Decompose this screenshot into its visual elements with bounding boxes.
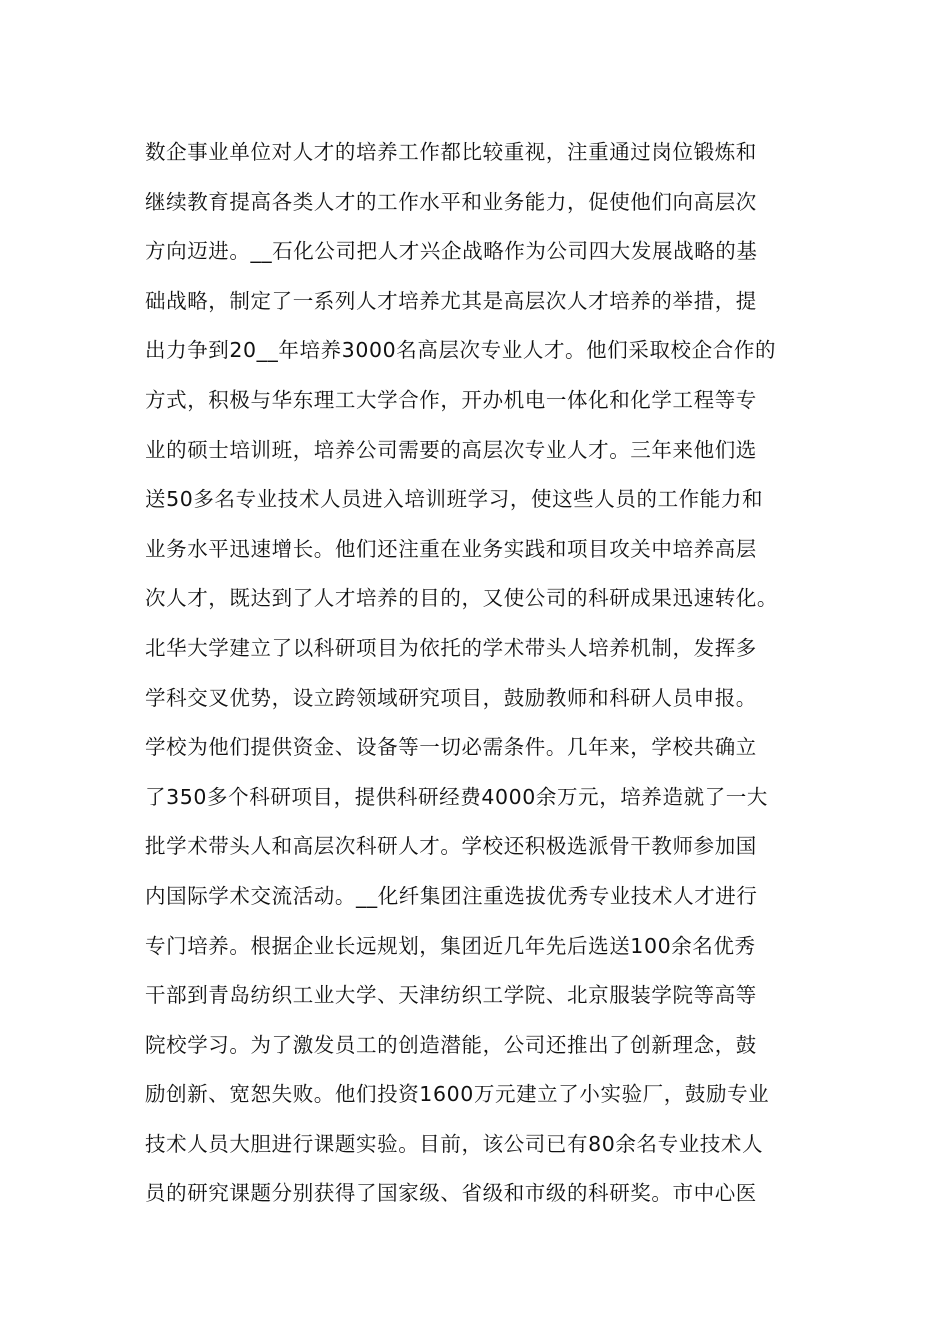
text-line: 院校学习。为了激发员工的创造潜能，公司还推出了创新理念，鼓 xyxy=(145,1032,757,1057)
text-line: 业务水平迅速增长。他们还注重在业务实践和项目攻关中培养高层 xyxy=(145,536,757,561)
text-line: 励创新、宽恕失败。他们投资1600万元建立了小实验厂，鼓励专业 xyxy=(145,1082,770,1107)
text-line: 批学术带头人和高层次科研人才。学校还积极选派骨干教师参加国 xyxy=(145,834,757,859)
text-line: 方向迈进。__石化公司把人才兴企战略作为公司四大发展战略的基 xyxy=(145,239,758,264)
text-line: 干部到青岛纺织工业大学、天津纺织工学院、北京服装学院等高等 xyxy=(145,983,757,1008)
text-line: 学校为他们提供资金、设备等一切必需条件。几年来，学校共确立 xyxy=(145,735,757,760)
text-line: 继续教育提高各类人才的工作水平和业务能力，促使他们向高层次 xyxy=(145,189,757,214)
text-line: 员的研究课题分别获得了国家级、省级和市级的科研奖。市中心医 xyxy=(145,1181,757,1206)
text-line: 数企事业单位对人才的培养工作都比较重视，注重通过岗位锻炼和 xyxy=(145,140,757,164)
text-line: 专门培养。根据企业长远规划，集团近几年先后选送100余名优秀 xyxy=(145,933,756,958)
text-line: 学科交叉优势，设立跨领域研究项目，鼓励教师和科研人员申报。 xyxy=(145,685,757,710)
text-line: 方式，积极与华东理工大学合作，开办机电一体化和化学工程等专 xyxy=(145,387,757,412)
text-line: 次人才，既达到了人才培养的目的，又使公司的科研成果迅速转化。 xyxy=(145,586,778,611)
body-text xyxy=(145,131,815,1222)
text-line: 业的硕士培训班，培养公司需要的高层次专业人才。三年来他们选 xyxy=(145,437,757,462)
text-line: 了350多个科研项目，提供科研经费4000余万元，培养造就了一大 xyxy=(145,784,768,809)
text-line: 出力争到20__年培养3000名高层次专业人才。他们采取校企合作的 xyxy=(145,338,777,363)
text-line: 础战略，制定了一系列人才培养尤其是高层次人才培养的举措，提 xyxy=(145,288,757,313)
text-line: 北华大学建立了以科研项目为依托的学术带头人培养机制，发挥多 xyxy=(145,635,757,660)
text-line: 内国际学术交流活动。__化纤集团注重选拔优秀专业技术人才进行 xyxy=(145,883,758,908)
text-line: 技术人员大胆进行课题实验。目前，该公司已有80余名专业技术人 xyxy=(145,1131,764,1156)
text-line: 送50多名专业技术人员进入培训班学习，使这些人员的工作能力和 xyxy=(145,487,764,512)
